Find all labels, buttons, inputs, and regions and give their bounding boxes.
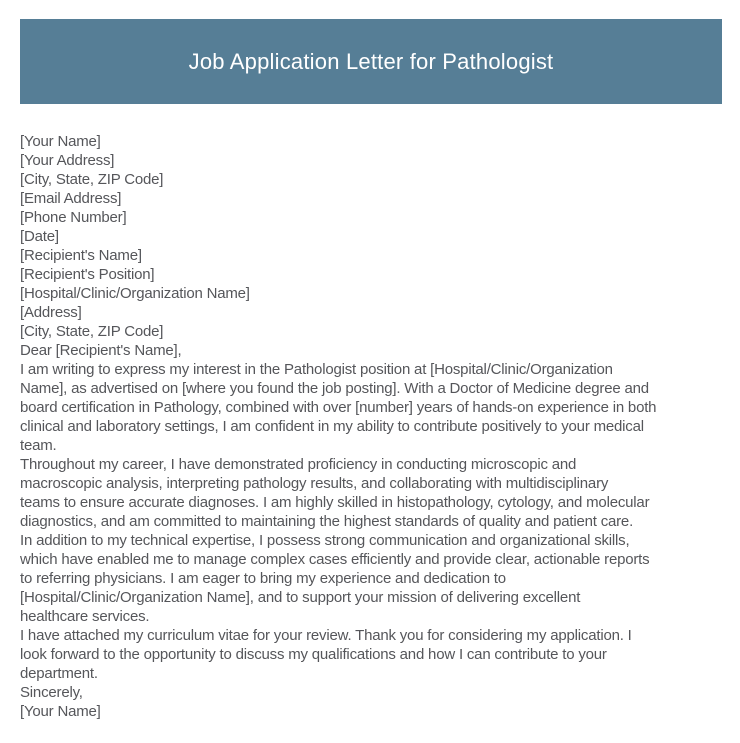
paragraph-skills <box>20 531 732 626</box>
letter-line: Throughout my career, I have demonstrated proficiency in conducting microscopic and <box>20 456 577 473</box>
letter-line: [Your Name] <box>20 703 101 720</box>
letter-line: [Address] <box>20 304 82 321</box>
letter-line: [Recipient's Name] <box>20 247 142 264</box>
paragraph-closing <box>20 626 732 683</box>
letter-line: team. <box>20 437 57 454</box>
letter-line: In addition to my technical expertise, I possess strong communication and organizational skills, <box>20 532 630 549</box>
letter-header <box>20 19 722 104</box>
letter-line: [Your Address] <box>20 152 115 169</box>
letter-line: clinical and laboratory settings, I am confident in my ability to contribute positively to your medical <box>20 418 644 435</box>
salutation <box>20 341 732 360</box>
page-title: Job Application Letter for Pathologist <box>188 48 554 74</box>
letter-line: [Your Name] <box>20 133 101 150</box>
letter-body <box>20 132 732 721</box>
letter-line: teams to ensure accurate diagnoses. I am highly skilled in histopathology, cytology, and molecular <box>20 494 650 511</box>
letter-line: Dear [Recipient's Name], <box>20 342 182 359</box>
letter-line: to referring physicians. I am eager to bring my experience and dedication to <box>20 570 506 587</box>
letter-line: macroscopic analysis, interpreting pathology results, and collaborating with multidisciplinary <box>20 475 609 492</box>
letter-line: healthcare services. <box>20 608 150 625</box>
letter-line: [Email Address] <box>20 190 122 207</box>
letter-line: board certification in Pathology, combined with over [number] years of hands-on experience in both <box>20 399 657 416</box>
letter-line: [City, State, ZIP Code] <box>20 171 164 188</box>
letter-line: [Hospital/Clinic/Organization Name], and to support your mission of delivering excellent <box>20 589 581 606</box>
letter-line: [Phone Number] <box>20 209 127 226</box>
letter-line: look forward to the opportunity to discuss my qualifications and how I can contribute to your <box>20 646 607 663</box>
letter-line: [City, State, ZIP Code] <box>20 323 164 340</box>
paragraph-experience <box>20 455 732 531</box>
letter-line: Sincerely, <box>20 684 83 701</box>
letter-line: [Hospital/Clinic/Organization Name] <box>20 285 250 302</box>
letter-line: department. <box>20 665 98 682</box>
letter-line: [Date] <box>20 228 59 245</box>
letter-line: I have attached my curriculum vitae for your review. Thank you for considering my application. I <box>20 627 632 644</box>
sender-block <box>20 132 732 246</box>
letter-line: diagnostics, and am committed to maintaining the highest standards of quality and patient care. <box>20 513 634 530</box>
signature-block <box>20 683 732 721</box>
letter-line: Name], as advertised on [where you found the job posting]. With a Doctor of Medicine degree and <box>20 380 649 397</box>
paragraph-intro <box>20 360 732 455</box>
letter-line: [Recipient's Position] <box>20 266 155 283</box>
letter-line: which have enabled me to manage complex cases efficiently and provide clear, actionable reports <box>20 551 650 568</box>
recipient-block <box>20 246 732 341</box>
letter-line: I am writing to express my interest in the Pathologist position at [Hospital/Clinic/Organization <box>20 361 613 378</box>
